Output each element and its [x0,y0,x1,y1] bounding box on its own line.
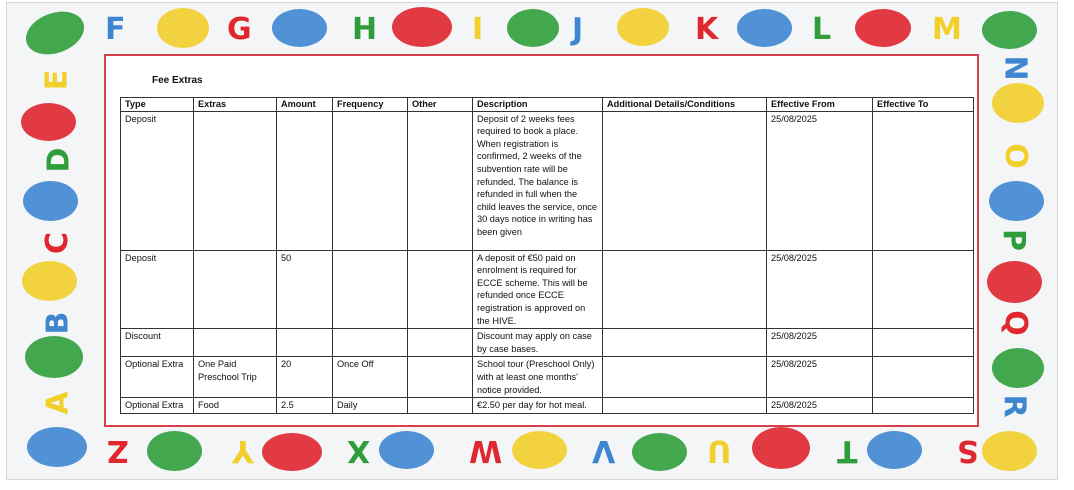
handprint-icon [272,9,327,47]
handprint-icon [147,431,202,471]
handprint-icon [987,261,1042,303]
cell-effective-from: 25/08/2025 [767,357,873,398]
handprint-icon [23,181,78,221]
cell-description: Discount may apply on case by case bases. [473,329,603,357]
cell-description: School tour (Preschool Only) with at least one months' notice provided. [473,357,603,398]
cell-amount: 2.5 [277,398,333,414]
cell-amount [277,329,333,357]
border-letter: Q [997,310,1033,336]
border-letter: V [592,433,616,468]
handprint-icon [737,9,792,47]
cell-frequency [333,111,408,250]
cell-type: Discount [121,329,194,357]
border-letter: H [352,12,378,47]
border-letter: P [996,229,1031,251]
cell-type: Deposit [121,111,194,250]
column-header-details: Additional Details/Conditions [603,98,767,112]
table-row [121,357,974,398]
border-letter: I [472,12,484,47]
table-row [121,111,974,250]
cell-effective-from: 25/08/2025 [767,250,873,329]
cell-other [408,111,473,250]
handprint-icon [392,7,452,47]
column-header-type: Type [121,98,194,112]
cell-extras: One Paid Preschool Trip [194,357,277,398]
handprint-icon [22,261,77,301]
cell-frequency [333,329,408,357]
cell-details [603,357,767,398]
cell-effective-to [873,250,974,329]
handprint-icon [25,336,83,378]
cell-details [603,398,767,414]
border-letter: N [997,55,1033,81]
handprint-icon [27,427,87,467]
cell-amount [277,111,333,250]
border-letter: Y [232,433,254,468]
handprint-icon [20,4,90,62]
cell-details [603,111,767,250]
border-letter: W [469,433,503,468]
fee-extras-table [120,97,974,414]
cell-frequency: Once Off [333,357,408,398]
cell-effective-from: 25/08/2025 [767,111,873,250]
border-letter: D [41,147,77,173]
document-sheet [104,54,979,427]
border-letter: T [837,433,858,468]
handprint-icon [617,8,669,46]
cell-other [408,329,473,357]
column-header-amount: Amount [277,98,333,112]
border-letter: O [997,143,1033,169]
handprint-icon [855,9,911,47]
handprint-icon [632,433,687,471]
handprint-icon [262,433,322,471]
cell-type: Optional Extra [121,398,194,414]
border-letter: K [695,12,719,47]
cell-effective-to [873,111,974,250]
cell-effective-to [873,357,974,398]
border-letter: B [40,311,76,335]
cell-description: A deposit of €50 paid on enrolment is required for ECCE scheme. This will be refunded once ECCE registration is approved on the HIVE. [473,250,603,329]
table-row [121,398,974,414]
column-header-description: Description [473,98,603,112]
table-header-row [121,98,974,112]
cell-type: Deposit [121,250,194,329]
document-title: Fee Extras [152,75,203,86]
column-header-effective-to: Effective To [873,98,974,112]
border-letter: X [347,433,371,468]
border-letter: L [812,12,832,47]
cell-effective-from: 25/08/2025 [767,329,873,357]
table-row [121,329,974,357]
cell-other [408,398,473,414]
handprint-icon [989,181,1044,221]
column-header-other: Other [408,98,473,112]
handprint-icon [512,431,567,469]
border-letter: J [572,12,584,47]
cell-details [603,250,767,329]
cell-extras [194,329,277,357]
handprint-icon [992,348,1044,388]
cell-extras: Food [194,398,277,414]
cell-description: Deposit of 2 weeks fees required to book a place. When registration is confirmed, 2 weeks of the subvention rate will be refunded. The balance is refunded in full when the child leaves the service, once 30 days notice in writing has been given [473,111,603,250]
handprint-icon [867,431,922,469]
handprint-icon [752,427,810,469]
cell-type: Optional Extra [121,357,194,398]
border-letter: F [105,12,126,47]
column-header-effective-from: Effective From [767,98,873,112]
handprint-icon [379,431,434,469]
cell-extras [194,250,277,329]
handprint-icon [982,11,1037,49]
handprint-icon [21,103,76,141]
border-letter: G [227,12,252,47]
cell-extras [194,111,277,250]
border-letter: E [39,69,75,91]
border-letter: U [707,433,732,468]
cell-details [603,329,767,357]
cell-effective-to [873,329,974,357]
page-frame [6,2,1058,480]
cell-other [408,357,473,398]
border-letter: A [40,391,76,415]
column-header-extras: Extras [194,98,277,112]
cell-description: €2.50 per day for hot meal. [473,398,603,414]
border-letter: R [996,394,1032,418]
cell-effective-to [873,398,974,414]
handprint-icon [982,431,1037,471]
handprint-icon [507,9,559,47]
border-letter: S [957,433,979,468]
border-letter: M [932,12,962,47]
cell-amount: 50 [277,250,333,329]
handprint-icon [992,83,1044,123]
column-header-frequency: Frequency [333,98,408,112]
table-row [121,250,974,329]
cell-frequency: Daily [333,398,408,414]
cell-amount: 20 [277,357,333,398]
border-letter: C [40,231,76,255]
cell-other [408,250,473,329]
cell-effective-from: 25/08/2025 [767,398,873,414]
border-letter: Z [107,433,129,468]
cell-frequency [333,250,408,329]
handprint-icon [157,8,209,48]
